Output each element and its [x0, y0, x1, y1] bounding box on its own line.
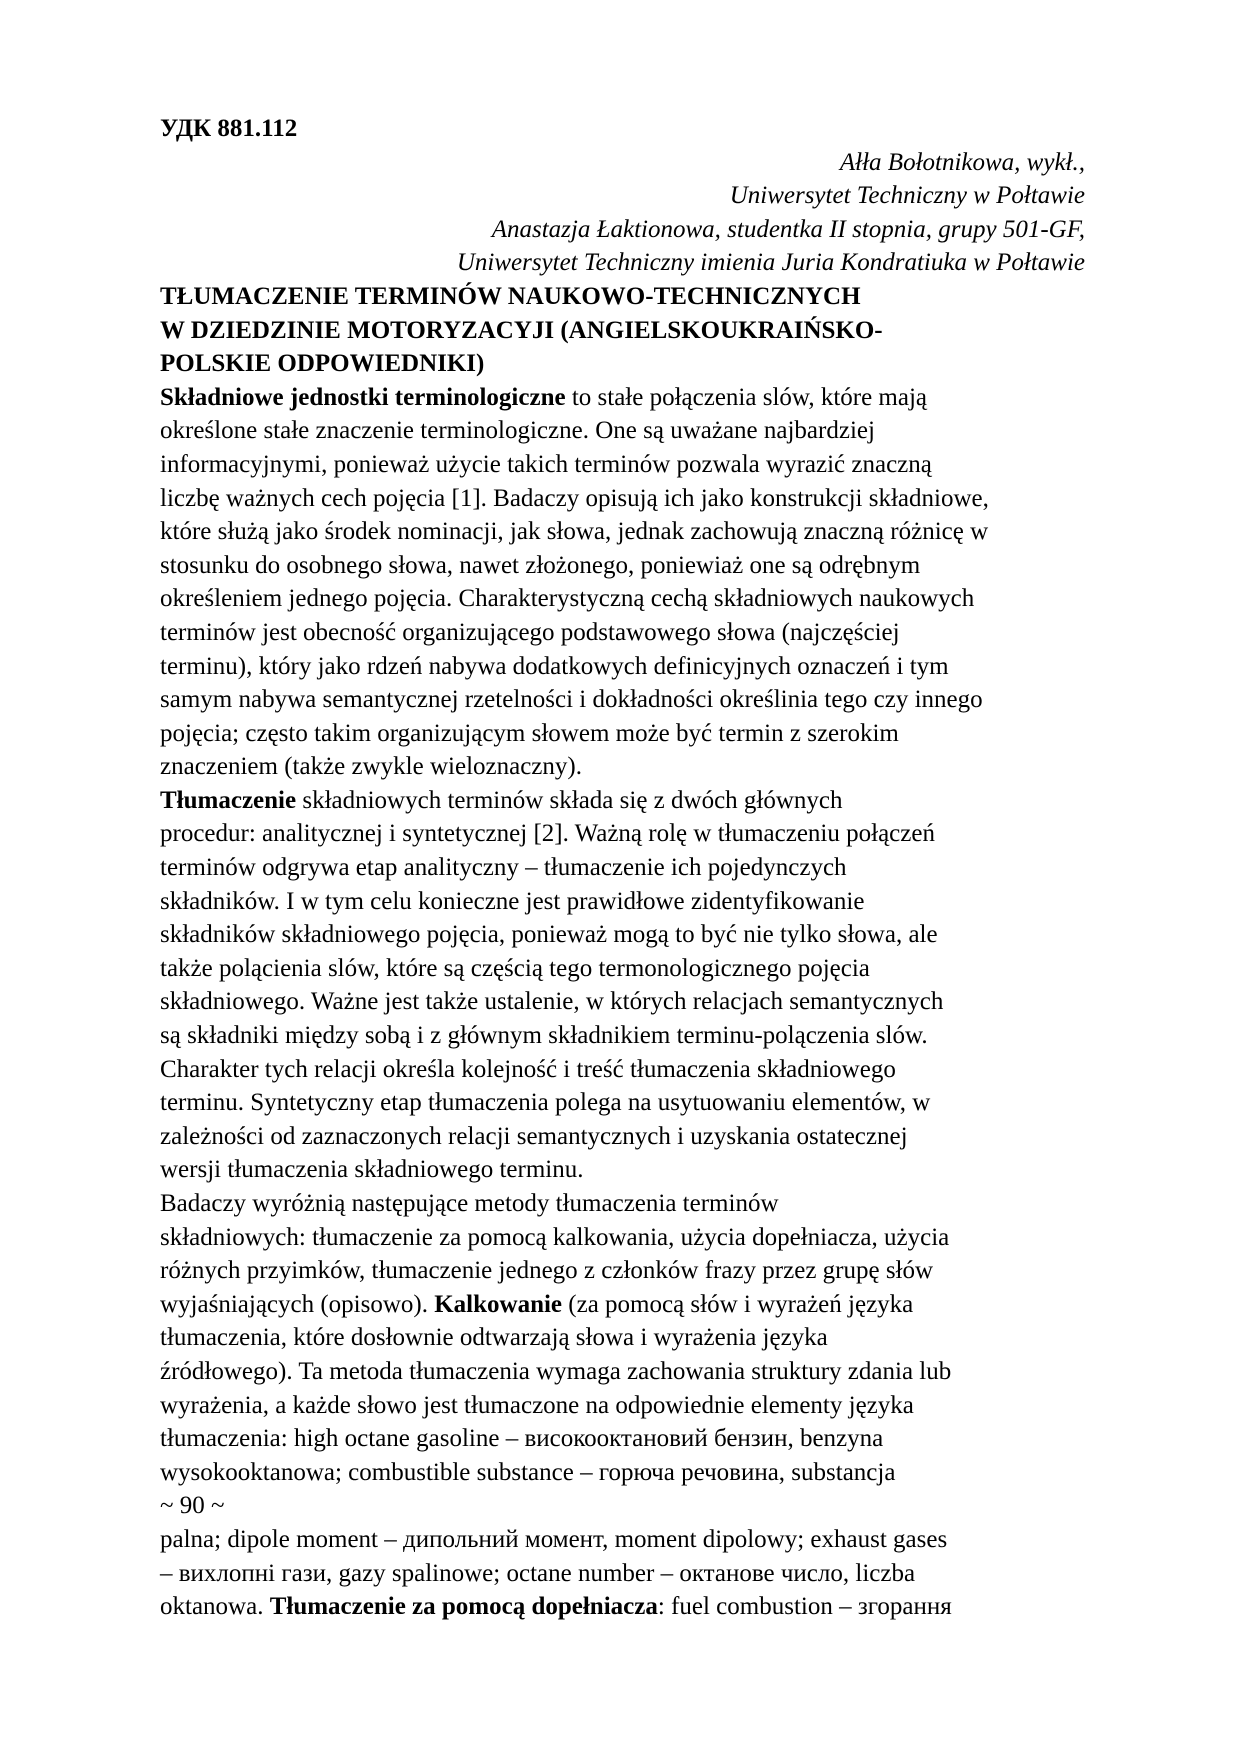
- body-line: [160, 381, 1085, 415]
- body-line: [160, 683, 1085, 717]
- author-line: [160, 179, 1085, 213]
- body-line: [160, 918, 1085, 952]
- body-line: [160, 650, 1085, 684]
- text-segment: oktanowa.: [160, 1593, 270, 1621]
- body-line: [160, 1355, 1085, 1389]
- text-segment: terminów jest obecność organizującego podstawowego słowa (najczęściej: [160, 618, 900, 646]
- body-line: [160, 482, 1085, 516]
- body-line: [160, 1120, 1085, 1154]
- text-segment: składników składniowego pojęcia, ponieważ mogą to być nie tylko słowa, ale: [160, 921, 938, 949]
- text-segment: informacyjnymi, ponieważ użycie takich terminów pozwala wyrazić znaczną: [160, 450, 932, 478]
- body-line: [160, 1422, 1085, 1456]
- text-segment: składniowych terminów składa się z dwóch głównych: [296, 786, 843, 814]
- page-number: [160, 1489, 1085, 1523]
- bold-text-segment: Składniowe jednostki terminologiczne: [160, 383, 566, 411]
- body-line: [160, 985, 1085, 1019]
- text-segment: (za pomocą słów i wyrażeń języka: [562, 1290, 914, 1318]
- bold-text-segment: Tłumaczenie za pomocą dopełniacza: [269, 1593, 658, 1621]
- text-segment: określeniem jednego pojęcia. Charakterystyczną cechą składniowych naukowych: [160, 585, 975, 613]
- title-line: [160, 347, 1085, 381]
- text-segment: wyjaśniających (opisowo).: [160, 1290, 435, 1318]
- text-segment: terminów odgrywa etap analityczny – tłumaczenie ich pojedynczych: [160, 854, 847, 882]
- text-segment: Charakter tych relacji określa kolejność i treść tłumaczenia składniowego: [160, 1055, 896, 1083]
- text-segment: stosunku do osobnego słowa, nawet złożonego, poniewiaż one są odrębnym: [160, 551, 921, 579]
- text-segment: Anastazja Łaktionowa, studentka II stopnia, grupy 501-GF,: [491, 215, 1085, 243]
- author-line: [160, 146, 1085, 180]
- text-segment: Uniwersytet Techniczny imienia Juria Kondratiuka w Połtawie: [456, 249, 1085, 277]
- text-segment: POLSKIE ODPOWIEDNIKI): [160, 350, 485, 378]
- body-line: [160, 515, 1085, 549]
- text-segment: Ałła Bołotnikowa, wykł.,: [839, 148, 1085, 176]
- text-segment: składników. I w tym celu konieczne jest prawidłowe zidentyfikowanie: [160, 887, 865, 915]
- text-segment: to stałe połączenia slów, które mają: [565, 383, 928, 411]
- text-segment: W DZIEDZINIE MOTORYZACYJI (ANGIELSKOUKRAIŃSKO-: [160, 316, 883, 344]
- body-line: [160, 448, 1085, 482]
- text-segment: TŁUMACZENIE TERMINÓW NAUKOWO-TECHNICZNYCH: [160, 282, 861, 310]
- body-line: [160, 717, 1085, 751]
- text-segment: wysokooktanowa; combustible substance – горюча речовина, substancja: [160, 1458, 896, 1486]
- author-line: [160, 213, 1085, 247]
- text-segment: różnych przyimków, tłumaczenie jednego z członków frazy przez grupę słów: [160, 1257, 934, 1285]
- text-segment: które służą jako środek nominacji, jak słowa, jednak zachowują znaczną różnicę w: [160, 518, 989, 546]
- text-segment: terminu), który jako rdzeń nabywa dodatkowych definicyjnych oznaczeń i tym: [160, 652, 949, 680]
- text-segment: procedur: analitycznej i syntetycznej [2]. Ważną rolę w tłumaczeniu połączeń: [160, 820, 935, 848]
- body-line: [160, 549, 1085, 583]
- text-segment: wersji tłumaczenia składniowego terminu.: [160, 1156, 584, 1184]
- text-segment: zależności od zaznaczonych relacji semantycznych i uzyskania ostatecznej: [160, 1122, 908, 1150]
- article-title: [160, 280, 1085, 381]
- udc-code: УДК 881.112: [160, 115, 298, 142]
- body-line: [160, 1254, 1085, 1288]
- body-line: [160, 1221, 1085, 1255]
- text-segment: także polącienia slów, które są częścią tego termonologicznego pojęcia: [160, 954, 870, 982]
- body-line: [160, 414, 1085, 448]
- text-segment: – вихлопні гази, gazy spalinowe; octane number – октанове число, liczba: [160, 1559, 916, 1587]
- body-line: [160, 1321, 1085, 1355]
- article-body: [160, 381, 1085, 1624]
- body-line: [160, 1187, 1085, 1221]
- body-line: [160, 817, 1085, 851]
- body-line: [160, 1456, 1085, 1490]
- body-line: [160, 952, 1085, 986]
- text-segment: Badaczy wyróżnią następujące metody tłumaczenia terminów: [160, 1190, 779, 1217]
- text-segment: wyrażenia, a każde słowo jest tłumaczone na odpowiednie elementy języka: [160, 1391, 914, 1419]
- text-segment: palna; dipole moment – дипольний момент, moment dipolowy; exhaust gases: [160, 1525, 948, 1553]
- body-line: [160, 885, 1085, 919]
- text-segment: znaczeniem (także zwykle wieloznaczny).: [160, 753, 582, 781]
- body-line: [160, 750, 1085, 784]
- author-line: [160, 246, 1085, 280]
- text-segment: Uniwersytet Techniczny w Połtawie: [729, 182, 1085, 210]
- body-line: [160, 1019, 1085, 1053]
- body-line: [160, 784, 1085, 818]
- text-segment: pojęcia; często takim organizującym słowem może być termin z szerokim: [160, 719, 899, 747]
- text-segment: tłumaczenia, które dosłownie odtwarzają słowa i wyrażenia języka: [160, 1324, 828, 1352]
- text-segment: liczbę ważnych cech pojęcia [1]. Badaczy opisują ich jako konstrukcji składniowe,: [160, 484, 989, 512]
- body-line: [160, 616, 1085, 650]
- text-segment: są składniki między sobą i z głównym składnikiem terminu-polączenia slów.: [160, 1022, 928, 1050]
- body-line: [160, 1389, 1085, 1423]
- title-line: [160, 314, 1085, 348]
- body-line: [160, 1053, 1085, 1087]
- text-segment: składniowych: tłumaczenie za pomocą kalkowania, użycia dopełniacza, użycia: [160, 1223, 950, 1251]
- bold-text-segment: Kalkowanie: [434, 1290, 563, 1318]
- body-line: [160, 1557, 1085, 1591]
- text-column: [160, 112, 1085, 1624]
- text-segment: źródłowego). Ta metoda tłumaczenia wymaga zachowania struktury zdania lub: [160, 1357, 952, 1385]
- body-line: [160, 1153, 1085, 1187]
- text-segment: ~ 90 ~: [160, 1492, 225, 1520]
- body-line: [160, 1288, 1085, 1322]
- text-segment: terminu. Syntetyczny etap tłumaczenia polega na usytuowaniu elementów, w: [160, 1089, 931, 1117]
- text-segment: : fuel combustion – згорання: [657, 1593, 952, 1621]
- author-block: [160, 146, 1085, 280]
- body-line: [160, 1590, 1085, 1624]
- bold-text-segment: Tłumaczenie: [160, 786, 297, 814]
- text-segment: określone stałe znaczenie terminologiczne. One są uważane najbardziej: [160, 417, 875, 445]
- body-line: [160, 1523, 1085, 1557]
- body-line: [160, 851, 1085, 885]
- text-segment: składniowego. Ważne jest także ustalenie, w których relacjach semantycznych: [160, 988, 944, 1016]
- body-line: [160, 1086, 1085, 1120]
- text-segment: tłumaczenia: high octane gasoline – високооктановий бензин, benzyna: [160, 1425, 884, 1453]
- body-line: [160, 582, 1085, 616]
- text-segment: samym nabywa semantycznej rzetelności i dokładności określinia tego czy innego: [160, 686, 983, 714]
- title-line: [160, 280, 1085, 314]
